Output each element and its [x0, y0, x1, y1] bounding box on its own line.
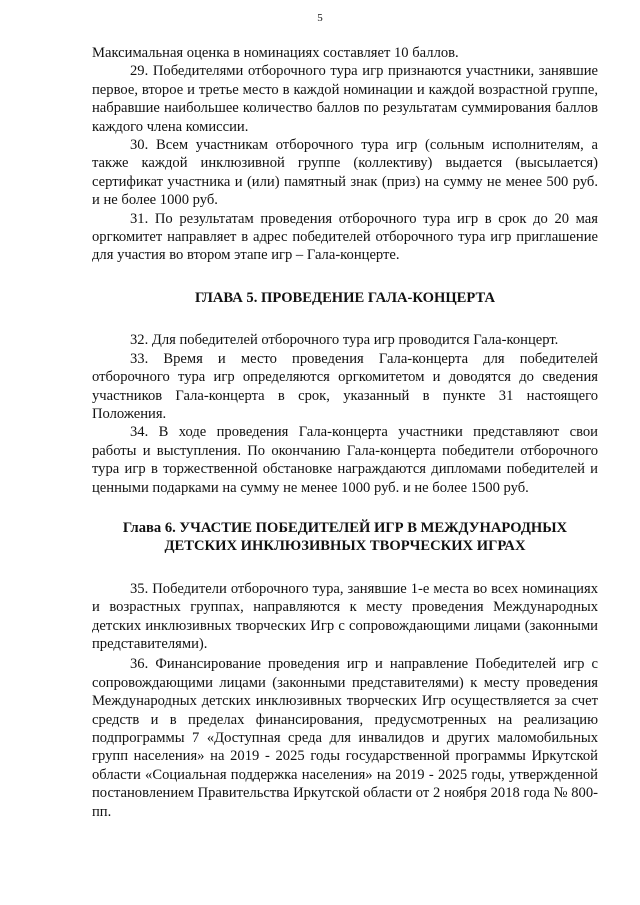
- chapter-5-heading: ГЛАВА 5. ПРОВЕДЕНИЕ ГАЛА-КОНЦЕРТА: [194, 289, 496, 306]
- paragraph-max-score: Максимальная оценка в номинациях составляет 10 баллов.: [92, 45, 459, 61]
- paragraph-30: 30. Всем участникам отборочного тура игр (сольным исполнителям, а также каждой инклюзивной группе (коллективу) выдается (высылается) сертификат участника и (или) памятный знак (приз) на сумму не менее 500 руб. и не более 1000 руб.: [92, 137, 598, 209]
- paragraph-35: 35. Победители отборочного тура, занявшие 1-е места во всех номинациях и возрастных группах, направляются к месту проведения Международных детских инклюзивных творческих Игр с сопровождающими лицами (законными представителями).: [92, 580, 598, 652]
- document-body: [92, 44, 598, 821]
- paragraph-31: 31. По результатам проведения отборочного тура игр в срок до 20 мая оргкомитет направляет в адрес победителей отборочного тура игр приглашение для участия во втором этапе игр – Гала-концерте.: [92, 210, 598, 264]
- chapter-6-heading-line-1: Глава 6. УЧАСТИЕ ПОБЕДИТЕЛЕЙ ИГР В МЕЖДУНАРОДНЫХ: [122, 519, 568, 536]
- chapter-6-heading: [92, 519, 598, 556]
- paragraph-32: 32. Для победителей отборочного тура игр проводится Гала-концерт.: [130, 332, 559, 349]
- paragraph-29: 29. Победителями отборочного тура игр признаются участники, занявшие первое, второе и третье место в каждой номинации и каждой возрастной группе, набравшие наибольшее количество баллов по результатам суммирования баллов каждого члена комиссии.: [92, 63, 598, 135]
- paragraph-36: 36. Финансирование проведения игр и направление Победителей игр с сопровождающими лицами (законными представителями) к месту проведения Международных детских инклюзивных творческих Игр осуществляется за счет средств и в пределах финансирования, предусмотренных на реализацию подпрограммы 7 «Доступная среда для инвалидов и других маломобильных групп населения» на 2019 - 2025 годы государственной программы Иркутской области «Социальная поддержка населения» на 2019 - 2025 годы, утвержденной постановлением Правительства Иркутской области от 2 ноября 2018 года № 800-пп.: [92, 656, 598, 820]
- page-number: 5: [317, 12, 323, 24]
- paragraph-34: 34. В ходе проведения Гала-концерта участники представляют свои работы и выступления. По окончанию Гала-концерта победители отборочного тура игр в торжественной обстановке награждаются дипломами победителей и ценными подарками на сумму не менее 1000 руб. и не более 1500 руб.: [92, 424, 598, 496]
- paragraph-33: 33. Время и место проведения Гала-концерта для победителей отборочного тура игр определяются оргкомитетом и доводятся до сведения участников Гала-концерта в срок, указанный в пункте 31 настоящего Положения.: [92, 350, 598, 422]
- chapter-6-heading-line-2: ДЕТСКИХ ИНКЛЮЗИВНЫХ ТВОРЧЕСКИХ ИГРАХ: [164, 538, 526, 555]
